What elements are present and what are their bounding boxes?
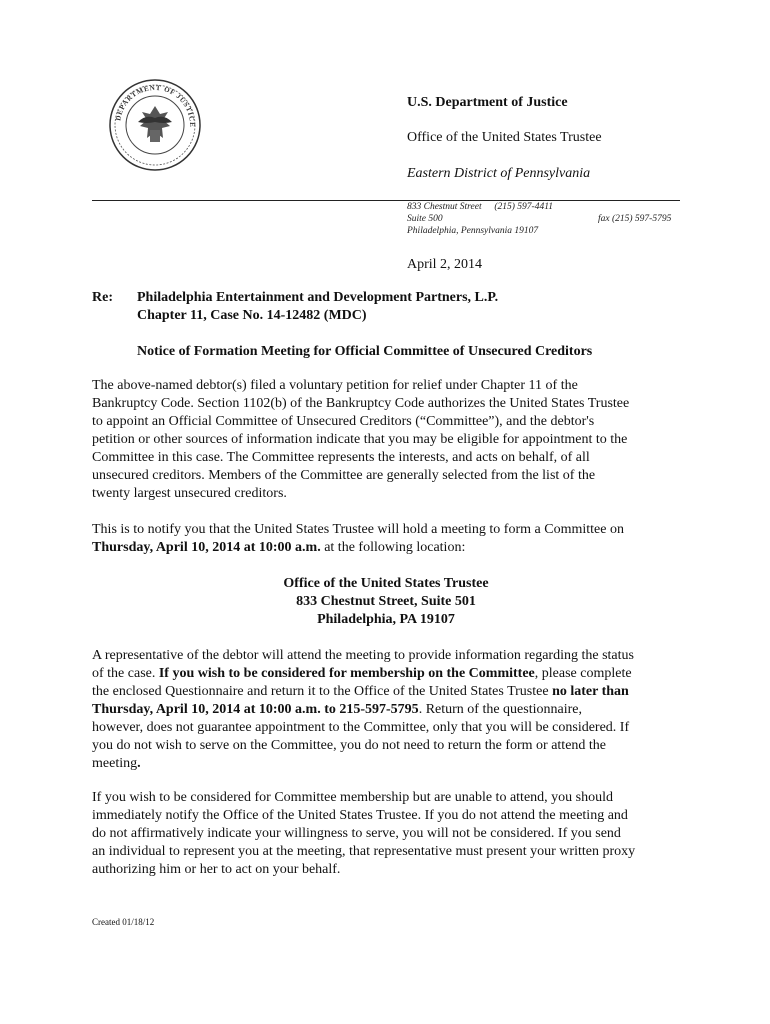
meeting-location [92, 575, 680, 629]
location-street: 833 Chestnut Street, Suite 501 [296, 594, 476, 609]
text-line: Bankruptcy Code. Section 1102(b) of the Bankruptcy Code authorizes the United States Trustee [92, 396, 630, 411]
letterhead-divider [92, 200, 680, 201]
text-line: you do not wish to serve on the Committee, you do not need to return the form or attend the [92, 738, 607, 753]
text-line: If you wish to be considered for Committee membership but are unable to attend, you should [92, 790, 613, 805]
letter-date: April 2, 2014 [407, 257, 483, 272]
text-line: an individual to represent you at the meeting, that representative must present your written proxy [92, 844, 636, 859]
district-name: Eastern District of Pennsylvania [407, 166, 591, 181]
text-line: Thursday, April 10, 2014 at 10:00 a.m. to 215-597-5795. Return of the questionnaire, [92, 702, 582, 717]
re-case-number: Chapter 11, Case No. 14-12482 (MDC) [137, 308, 367, 323]
address-suite: Suite 500 [407, 214, 443, 224]
text-line: Thursday, April 10, 2014 at 10:00 a.m. at the following location: [92, 540, 466, 555]
created-date-footer: Created 01/18/12 [92, 917, 155, 927]
text-line: Committee in this case. The Committee represents the interests, and acts on behalf, of all [92, 450, 590, 465]
text-line: of the case. If you wish to be considered for membership on the Committee, please complete [92, 666, 632, 681]
doj-seal-logo [108, 78, 202, 172]
text-line: immediately notify the Office of the United States Trustee. If you do not attend the meeting and [92, 808, 628, 823]
text-line: twenty largest unsecured creditors. [92, 486, 287, 501]
meeting-datetime: Thursday, April 10, 2014 at 10:00 a.m. [92, 540, 321, 555]
address-city: Philadelphia, Pennsylvania 19107 [407, 226, 539, 236]
paragraph-unable-to-attend [92, 789, 682, 879]
text-line: petition or other sources of information indicate that you may be eligible for appointment to the [92, 432, 628, 447]
paragraph-meeting-notice [92, 521, 682, 557]
text-line: The above-named debtor(s) filed a voluntary petition for relief under Chapter 11 of the [92, 378, 578, 393]
paragraph-questionnaire [92, 647, 682, 773]
text-line: meeting. [92, 756, 141, 771]
re-label: Re: [92, 290, 113, 305]
text-line: however, does not guarantee appointment to the Committee, only that you will be considered. If [92, 720, 630, 735]
fax-number: fax (215) 597-5795 [598, 214, 672, 224]
department-name: U.S. Department of Justice [407, 95, 568, 110]
text-line: unsecured creditors. Members of the Committee are generally selected from the list of the [92, 468, 596, 483]
office-name: Office of the United States Trustee [407, 130, 602, 145]
location-office: Office of the United States Trustee [283, 576, 489, 591]
paragraph-debtor-petition [92, 377, 682, 503]
notice-title: Notice of Formation Meeting for Official Committee of Unsecured Creditors [137, 344, 593, 359]
re-case-name: Philadelphia Entertainment and Development Partners, L.P. [137, 290, 499, 305]
location-city: Philadelphia, PA 19107 [317, 612, 455, 627]
text-line: do not affirmatively indicate your willingness to serve, you will not be considered. If you send [92, 826, 621, 841]
text-line: This is to notify you that the United States Trustee will hold a meeting to form a Committee on [92, 522, 624, 537]
svg-text:DEPARTMENT OF JUSTICE: DEPARTMENT OF JUSTICE [114, 83, 197, 128]
text-line: the enclosed Questionnaire and return it to the Office of the United States Trustee no later than [92, 684, 629, 699]
phone-number: (215) 597-4411 [494, 202, 554, 212]
address-street: 833 Chestnut Street [407, 202, 482, 212]
address-street-line [407, 202, 553, 213]
text-line: authorizing him or her to act on your behalf. [92, 862, 341, 877]
text-line: A representative of the debtor will attend the meeting to provide information regarding the status [92, 648, 634, 663]
text-line: to appoint an Official Committee of Unsecured Creditors (“Committee”), and the debtor's [92, 414, 595, 429]
